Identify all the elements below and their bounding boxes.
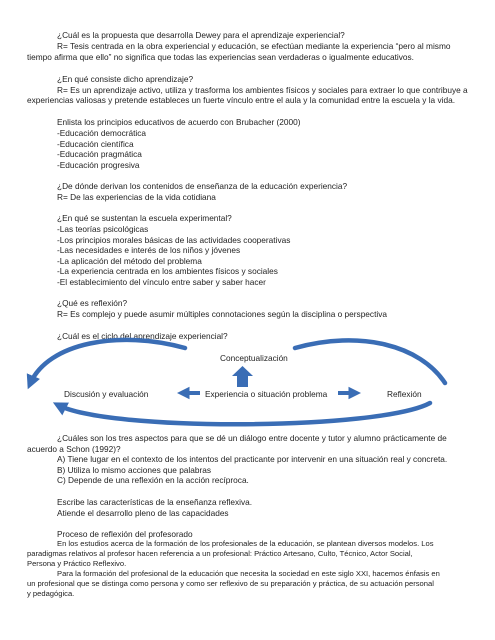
paragraph-2-line-3: y pedagógica. <box>27 589 75 598</box>
list-item: -Educación científica <box>57 138 134 149</box>
arrow-up-head <box>232 366 253 376</box>
question-brubacher: Enlista los principios educativos de acuerdo con Brubacher (2000) <box>57 117 301 127</box>
arrow-bottom <box>58 403 430 424</box>
question-schon-line-1: ¿Cuáles son los tres aspectos para que se dé un diálogo entre docente y tutor y alumno prácticamente de <box>57 433 447 443</box>
paragraph-1-line-1: En los estudios acerca de la formación de los profesionales de la educación, se plantean diversos modelos. Los <box>57 539 434 548</box>
paragraph-1-line-2: paradigmas relativos al profesor hacen referencia a un profesional: Práctico Artesano, Culto, Técnico, Actor Social, <box>27 549 413 558</box>
question-aprendizaje: ¿En qué consiste dicho aprendizaje? <box>57 74 194 84</box>
answer-ensenanza-reflexiva: Atiende el desarrollo pleno de las capacidades <box>57 508 229 518</box>
answer-aprendizaje-line-2: experiencias valiosas y pretende estableces un fuerte vínculo entre el aula y la comunidad entre la escuela y la vida. <box>27 95 456 105</box>
list-item: C) Depende de una reflexión en la acción recíproca. <box>57 475 249 485</box>
cycle-node-experiencia: Experiencia o situación problema <box>205 389 328 399</box>
question-dewey: ¿Cuál es la propuesta que desarrolla Dewey para el aprendizaje experiencial? <box>57 30 345 40</box>
list-item: -El establecimiento del vínculo entre saber y saber hacer <box>57 276 266 287</box>
question-reflexion: ¿Qué es reflexión? <box>57 298 128 308</box>
list-item: A) Tiene lugar en el contexto de los intentos del practicante por intervenir en una situación real y concreta. <box>57 454 448 464</box>
question-escuela-experimental: ¿En qué se sustentan la escuela experimental? <box>57 213 232 223</box>
list-item: -Las teorías psicológicas <box>57 224 149 234</box>
list-item: -Educación progresiva <box>57 159 140 170</box>
answer-contenidos: R= De las experiencias de la vida cotidiana <box>57 191 216 202</box>
arrow-up-shaft <box>237 375 248 387</box>
cycle-node-conceptualizacion: Conceptualización <box>220 353 288 363</box>
cycle-node-reflexion: Reflexión <box>387 389 422 399</box>
paragraph-2-line-1: Para la formación del profesional de la educación que necesita la sociedad en este siglo XXI, hacemos énfasis en <box>57 569 440 578</box>
answer-dewey-line-1: R= Tesis centrada en la obra experiencial y educación, se efectúan mediante la experiencia “pero al mismo <box>57 41 451 51</box>
list-item: -Educación democrática <box>57 128 147 138</box>
list-item: -La experiencia centrada en los ambientes físicos y sociales <box>57 266 278 276</box>
arrow-top-left <box>30 340 185 384</box>
list-item: -Educación pragmática <box>57 149 142 159</box>
list-item: -La aplicación del método del problema <box>57 255 202 266</box>
question-ciclo: ¿Cuál es el ciclo del aprendizaje experiencial? <box>57 331 228 341</box>
question-contenidos: ¿De dónde derivan los contenidos de enseñanza de la educación experiencia? <box>57 181 348 191</box>
list-item: -Los principios morales básicas de las actividades cooperativas <box>57 234 291 245</box>
arrow-top-right <box>295 340 445 383</box>
paragraph-1-line-3: Persona y Práctico Reflexivo. <box>27 559 127 568</box>
answer-dewey-line-2: tiempo afirma que ello” no significa que todas las experiencias sean verdaderas o igualmente educativos. <box>27 51 414 62</box>
cycle-node-discusion: Discusión y evaluación <box>64 389 149 399</box>
answer-reflexion: R= Es complejo y puede asumir múltiples connotaciones según la disciplina o perspectiva <box>57 309 387 319</box>
list-item: -Las necesidades e interés de los niños y jóvenes <box>57 245 241 255</box>
question-ensenanza-reflexiva: Escribe las características de la enseñanza reflexiva. <box>57 497 253 507</box>
question-schon-line-2: acuerdo a Schon (1992)? <box>27 443 121 454</box>
list-item: B) Utiliza lo mismo acciones que palabras <box>57 464 212 475</box>
paragraph-2-line-2: un profesional que se distinga como persona y como ser reflexivo de su preparación y práctica, de su actuación personal <box>27 579 434 588</box>
answer-aprendizaje-line-1: R= Es un aprendizaje activo, utiliza y trasforma los ambientes físicos y sociales para extraer lo que contribuye a <box>57 84 468 95</box>
section-title-proceso: Proceso de reflexión del profesorado <box>57 529 193 539</box>
